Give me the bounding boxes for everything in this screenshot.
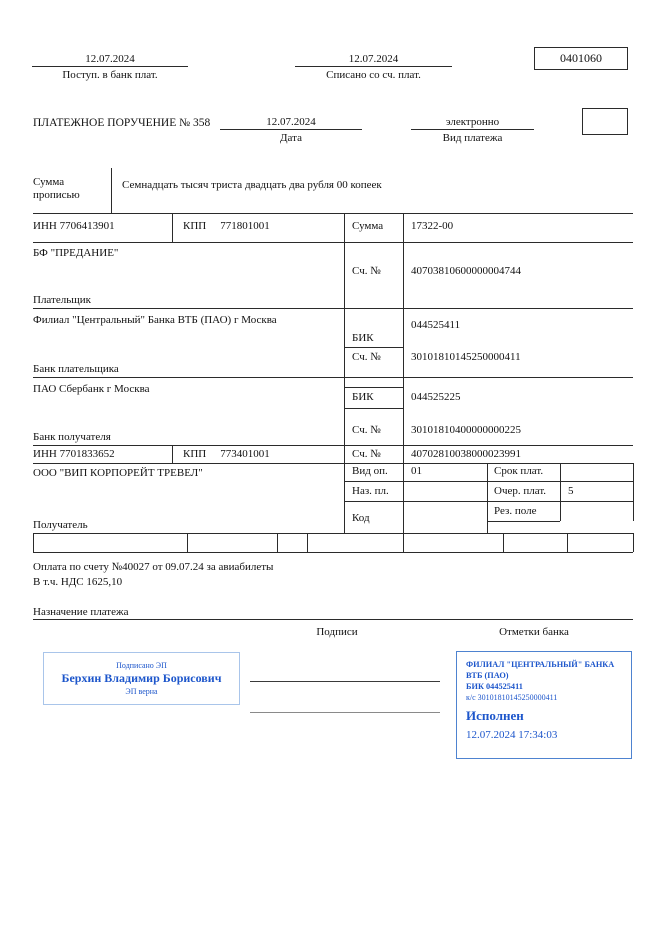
debited-label: Списано со сч. плат. [326, 69, 421, 81]
op-type-label: Вид оп. [352, 465, 388, 477]
table-line [344, 387, 403, 388]
purpose-section-label: Назначение платежа [33, 606, 129, 618]
op-type-value: 01 [411, 465, 422, 477]
signature-line [250, 681, 440, 682]
debited-date-underline [295, 66, 452, 67]
signature-stamp [43, 652, 240, 705]
bank-stamp-datetime: 12.07.2024 17:34:03 [466, 729, 558, 741]
payer-bank-section-label: Банк плательщика [33, 363, 119, 375]
bank-stamp [456, 651, 632, 759]
payee-bank-name: ПАО Сбербанк г Москва [33, 383, 150, 395]
pay-name-label: Наз. пл. [352, 485, 389, 497]
date-label: Дата [280, 132, 302, 144]
payee-bank-account-label: Сч. № [352, 424, 381, 436]
priority-value: 5 [568, 485, 574, 497]
document-date: 12.07.2024 [266, 116, 316, 128]
payer-bank-account: 30101810145250000411 [411, 351, 521, 363]
payment-type-underline [411, 129, 534, 130]
table-line [33, 445, 633, 446]
due-date-label: Срок плат. [494, 465, 544, 477]
table-line [344, 213, 345, 533]
payer-bank-bik: 044525411 [411, 319, 461, 331]
amount-label: Сумма [352, 220, 384, 232]
bank-stamp-line3: БИК 044525411 [466, 682, 523, 691]
received-label: Поступ. в банк плат. [62, 69, 158, 81]
table-line [503, 533, 504, 552]
debited-date: 12.07.2024 [348, 53, 399, 65]
amount-value: 17322-00 [411, 220, 454, 232]
table-line [487, 463, 488, 533]
payee-kpp-value: 773401001 [220, 448, 270, 460]
purpose-underline [33, 619, 633, 620]
payer-name: БФ "ПРЕДАНИЕ" [33, 247, 119, 259]
bank-stamp-status: Исполнен [466, 708, 524, 723]
table-line [187, 533, 188, 552]
priority-label: Очер. плат. [494, 485, 547, 497]
payer-kpp-value: 771801001 [220, 220, 270, 232]
signature-stamp-name: Берхин Владимир Борисович [61, 671, 222, 685]
bank-stamp-line2: ВТБ (ПАО) [466, 671, 509, 680]
payment-kind-box [582, 108, 628, 135]
signatures-heading: Подписи [316, 626, 358, 638]
table-line [344, 481, 633, 482]
table-line [33, 533, 633, 534]
purpose-line2: В т.ч. НДС 1625,10 [33, 576, 123, 588]
document-date-underline [220, 129, 362, 130]
purpose-line1: Оплата по счету №40027 от 09.07.24 за авиабилеты [33, 561, 274, 573]
table-line [344, 347, 403, 348]
signature-stamp-line3: ЭП верна [125, 687, 158, 696]
bank-marks-heading: Отметки банка [499, 626, 569, 638]
payer-bank-bik-label: БИК [352, 332, 374, 344]
payer-account: 40703810600000004744 [411, 265, 521, 277]
table-line [344, 501, 633, 502]
signature-line [250, 712, 440, 713]
amount-words-divider [111, 168, 112, 213]
payee-inn: ИНН 7701833652 [33, 448, 115, 460]
payment-type-value: электронно [445, 116, 500, 128]
payer-bank-account-label: Сч. № [352, 351, 381, 363]
form-code-box: 0401060 [534, 47, 628, 70]
code-label: Код [352, 512, 370, 524]
table-line [172, 213, 173, 242]
table-line [33, 463, 633, 464]
payer-section-label: Плательщик [33, 294, 91, 306]
payee-section-label: Получатель [33, 519, 88, 531]
amount-words-label: Сумма прописью [33, 176, 80, 201]
table-line [172, 445, 173, 463]
payment-type-label: Вид платежа [442, 132, 503, 144]
table-line [33, 552, 633, 553]
bank-stamp-line1: ФИЛИАЛ "ЦЕНТРАЛЬНЫЙ" БАНКА [466, 660, 615, 669]
received-date: 12.07.2024 [85, 53, 135, 65]
table-line [633, 533, 634, 552]
payee-name: ООО "ВИП КОРПОРЕЙТ ТРЕВЕЛ" [33, 467, 203, 479]
table-line [33, 242, 633, 243]
table-line [633, 463, 634, 521]
payee-bank-account: 30101810400000000225 [411, 424, 521, 436]
payer-inn: ИНН 7706413901 [33, 220, 115, 232]
payee-bank-section-label: Банк получателя [33, 431, 111, 443]
payer-kpp [183, 220, 270, 233]
table-line [33, 377, 633, 378]
payer-account-label: Сч. № [352, 265, 381, 277]
bank-stamp-line4: к/с 30101810145250000411 [466, 693, 558, 702]
payee-kpp [183, 448, 270, 461]
table-line [344, 408, 403, 409]
table-line [33, 533, 34, 552]
table-line [33, 213, 633, 214]
reserve-label: Рез. поле [494, 505, 537, 517]
table-line [403, 213, 404, 533]
payee-kpp-label: КПП [183, 448, 207, 460]
payee-account-label: Сч. № [352, 448, 381, 460]
payer-kpp-label: КПП [183, 220, 207, 232]
table-line [560, 463, 561, 521]
received-date-underline [32, 66, 188, 67]
document-title: ПЛАТЕЖНОЕ ПОРУЧЕНИЕ № 358 [33, 117, 211, 129]
payee-bank-bik: 044525225 [411, 391, 461, 403]
table-line [403, 533, 404, 552]
table-line [567, 533, 568, 552]
table-line [33, 308, 633, 309]
table-line [307, 533, 308, 552]
signature-stamp-line1: Подписано ЭП [116, 661, 167, 670]
payer-bank-name: Филиал "Центральный" Банка ВТБ (ПАО) г Москва [33, 314, 277, 326]
amount-words-value: Семнадцать тысяч триста двадцать два рубля 00 копеек [122, 179, 382, 191]
payee-account: 40702810038000023991 [411, 448, 521, 460]
table-line [277, 533, 278, 552]
payee-bank-bik-label: БИК [352, 391, 374, 403]
table-line [487, 521, 560, 522]
